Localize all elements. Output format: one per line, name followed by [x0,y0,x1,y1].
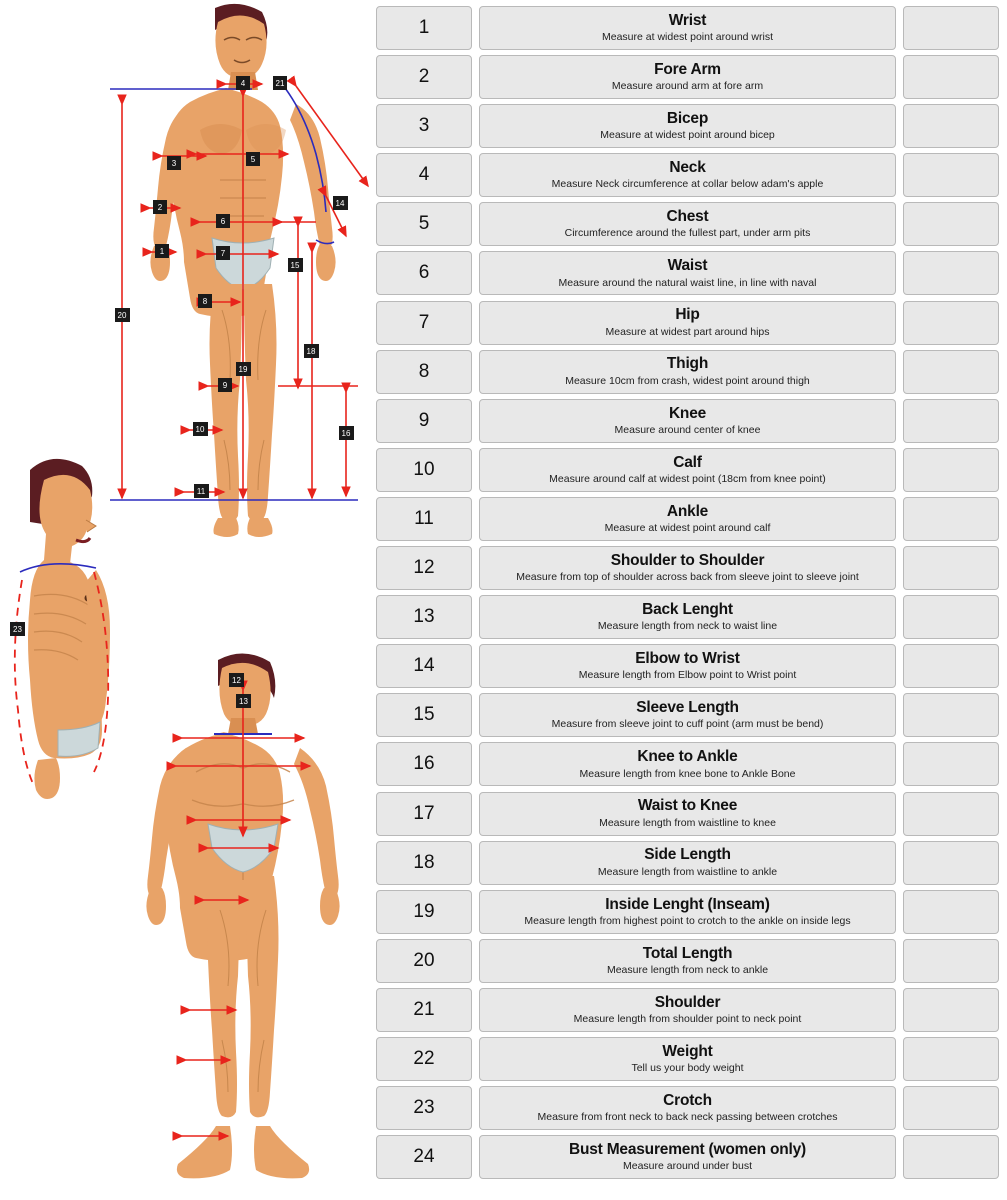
svg-text:23: 23 [13,625,22,634]
table-row [376,1037,999,1081]
row-number: 17 [376,792,472,836]
measurement-instruction: Measure length from highest point to crotch to the ankle on inside legs [524,914,851,927]
measurement-name: Waist [667,257,708,275]
svg-text:19: 19 [238,365,248,374]
measurement-name: Total Length [642,944,733,962]
measurement-value-input[interactable] [903,104,999,148]
measurement-value-input[interactable] [903,497,999,541]
measurement-value-input[interactable] [903,202,999,246]
row-number: 10 [376,448,472,492]
row-number: 12 [376,546,472,590]
table-row [376,546,999,590]
row-number: 6 [376,251,472,295]
table-row [376,939,999,983]
svg-text:1: 1 [159,247,165,256]
row-description [479,350,896,394]
measurement-instruction: Measure at widest point around calf [604,522,771,535]
measurement-instruction: Measure at widest part around hips [605,325,770,338]
measurement-name: Sleeve Length [636,699,739,717]
measurement-instruction: Measure at widest point around bicep [600,129,775,142]
svg-text:15: 15 [290,261,300,270]
measurement-instruction: Measure around center of knee [614,423,761,436]
table-row [376,104,999,148]
table-row [376,6,999,50]
measurement-value-input[interactable] [903,1037,999,1081]
row-description [479,742,896,786]
measurement-instruction: Measure length from shoulder point to neck point [573,1012,802,1025]
table-row [376,644,999,688]
svg-text:11: 11 [196,487,206,496]
table-row [376,742,999,786]
row-number: 7 [376,301,472,345]
measurement-instruction: Measure from front neck to back neck passing between crotches [537,1111,838,1124]
svg-text:4: 4 [240,79,246,88]
svg-text:2: 2 [157,203,163,212]
measurement-value-input[interactable] [903,644,999,688]
svg-text:14: 14 [335,199,345,208]
measurement-value-input[interactable] [903,1135,999,1179]
table-row [376,55,999,99]
measurement-value-input[interactable] [903,890,999,934]
table-row [376,988,999,1032]
measurement-name: Shoulder [654,993,721,1011]
measurement-value-input[interactable] [903,595,999,639]
measurement-name: Crotch [663,1091,712,1109]
svg-text:13: 13 [239,697,248,706]
table-row [376,890,999,934]
table-row [376,153,999,197]
svg-text:16: 16 [341,429,351,438]
measurement-name: Fore Arm [654,60,721,78]
measurement-value-input[interactable] [903,546,999,590]
measurement-value-input[interactable] [903,448,999,492]
row-description [479,497,896,541]
row-number: 4 [376,153,472,197]
row-number: 21 [376,988,472,1032]
measurement-name: Knee [668,404,707,422]
measurement-value-input[interactable] [903,153,999,197]
svg-text:6: 6 [220,217,226,226]
row-number: 5 [376,202,472,246]
measurement-name: Ankle [666,502,709,520]
svg-text:21: 21 [275,79,285,88]
row-description [479,988,896,1032]
measurement-value-input[interactable] [903,988,999,1032]
svg-text:18: 18 [306,347,316,356]
table-row [376,399,999,443]
measurement-instruction: Measure around the natural waist line, in line with naval [558,276,817,289]
table-row [376,301,999,345]
measurement-instruction: Measure around arm at fore arm [611,80,764,93]
measurement-value-input[interactable] [903,301,999,345]
measurement-instruction: Measure length from waistline to ankle [597,865,778,878]
row-description [479,55,896,99]
row-number: 9 [376,399,472,443]
row-description [479,251,896,295]
row-number: 20 [376,939,472,983]
measurement-instruction: Tell us your body weight [631,1062,744,1075]
svg-text:5: 5 [250,155,256,164]
measurement-instruction: Measure length from waistline to knee [599,816,776,829]
measurement-name: Bust Measurement (women only) [568,1140,807,1158]
row-description [479,202,896,246]
row-description [479,448,896,492]
table-row [376,1135,999,1179]
measurement-instruction: Measure from sleeve joint to cuff point (arm must be bend) [551,718,824,731]
measurement-value-input[interactable] [903,693,999,737]
measurement-instruction: Measure 10cm from crash, widest point around thigh [565,374,810,387]
table-row [376,792,999,836]
row-number: 13 [376,595,472,639]
measurement-name: Neck [669,159,706,177]
row-number: 23 [376,1086,472,1130]
measurement-name: Calf [673,453,702,471]
row-description [479,939,896,983]
measurement-value-input[interactable] [903,841,999,885]
figures-panel [0,0,370,1200]
svg-text:7: 7 [220,249,226,258]
measurement-name: Inside Lenght (Inseam) [605,895,770,913]
measurement-name: Thigh [666,355,709,373]
measurement-instruction: Measure from top of shoulder across back from sleeve joint to sleeve joint [516,571,859,584]
measurement-name: Chest [666,208,709,226]
measurement-instruction: Measure length from Elbow point to Wrist point [578,669,797,682]
measurement-name: Hip [675,306,700,324]
row-number: 16 [376,742,472,786]
row-description [479,546,896,590]
measurement-instruction: Measure around calf at widest point (18cm from knee point) [549,472,826,485]
measurement-name: Side Length [644,846,731,864]
row-description [479,693,896,737]
table-row [376,350,999,394]
measurement-value-input[interactable] [903,55,999,99]
measurement-value-input[interactable] [903,792,999,836]
row-number: 22 [376,1037,472,1081]
measurement-value-input[interactable] [903,1086,999,1130]
measurement-name: Waist to Knee [637,797,738,815]
table-row [376,251,999,295]
measurement-value-input[interactable] [903,939,999,983]
measurement-value-input[interactable] [903,350,999,394]
measurement-instruction: Measure length from neck to waist line [597,620,778,633]
row-number: 2 [376,55,472,99]
row-number: 24 [376,1135,472,1179]
svg-text:20: 20 [117,311,127,320]
row-number: 3 [376,104,472,148]
svg-text:9: 9 [222,381,228,390]
row-number: 8 [376,350,472,394]
measurement-name: Shoulder to Shoulder [610,551,765,569]
measurement-value-input[interactable] [903,6,999,50]
male-side-profile-diagram [10,459,110,799]
measurement-instruction: Measure around under bust [623,1160,752,1173]
measurement-name: Knee to Ankle [637,748,738,766]
table-row [376,497,999,541]
row-number: 18 [376,841,472,885]
measurement-value-input[interactable] [903,399,999,443]
row-description [479,792,896,836]
row-number: 1 [376,6,472,50]
measurement-name: Back Lenght [642,600,733,618]
table-row [376,202,999,246]
male-front-body-diagram [110,4,368,537]
row-number: 11 [376,497,472,541]
svg-text:3: 3 [171,159,177,168]
row-description [479,595,896,639]
row-number: 14 [376,644,472,688]
measurement-value-input[interactable] [903,742,999,786]
measurement-value-input[interactable] [903,251,999,295]
row-number: 15 [376,693,472,737]
row-description [479,399,896,443]
table-row [376,595,999,639]
row-description [479,1037,896,1081]
table-row [376,448,999,492]
row-description [479,1086,896,1130]
row-description [479,644,896,688]
svg-text:10: 10 [195,425,205,434]
table-row [376,841,999,885]
row-description [479,841,896,885]
table-row [376,693,999,737]
row-description [479,890,896,934]
row-description [479,1135,896,1179]
measurement-name: Elbow to Wrist [635,650,740,668]
measurement-name: Wrist [668,11,707,29]
male-back-body-diagram [146,653,339,1178]
measurement-instruction: Measure length from neck to ankle [606,963,769,976]
row-description [479,6,896,50]
svg-text:8: 8 [202,297,208,306]
measurement-instruction: Measure at widest point around wrist [602,31,773,44]
row-description [479,153,896,197]
row-description [479,104,896,148]
row-number: 19 [376,890,472,934]
measurement-instruction: Circumference around the fullest part, under arm pits [564,227,811,240]
measurement-name: Bicep [666,110,709,128]
row-description [479,301,896,345]
table-row [376,1086,999,1130]
measurement-instruction: Measure Neck circumference at collar below adam's apple [551,178,824,191]
measurement-name: Weight [662,1042,713,1060]
measurement-instruction: Measure length from knee bone to Ankle Bone [579,767,796,780]
svg-text:12: 12 [232,676,241,685]
measurements-table [370,0,1007,1200]
